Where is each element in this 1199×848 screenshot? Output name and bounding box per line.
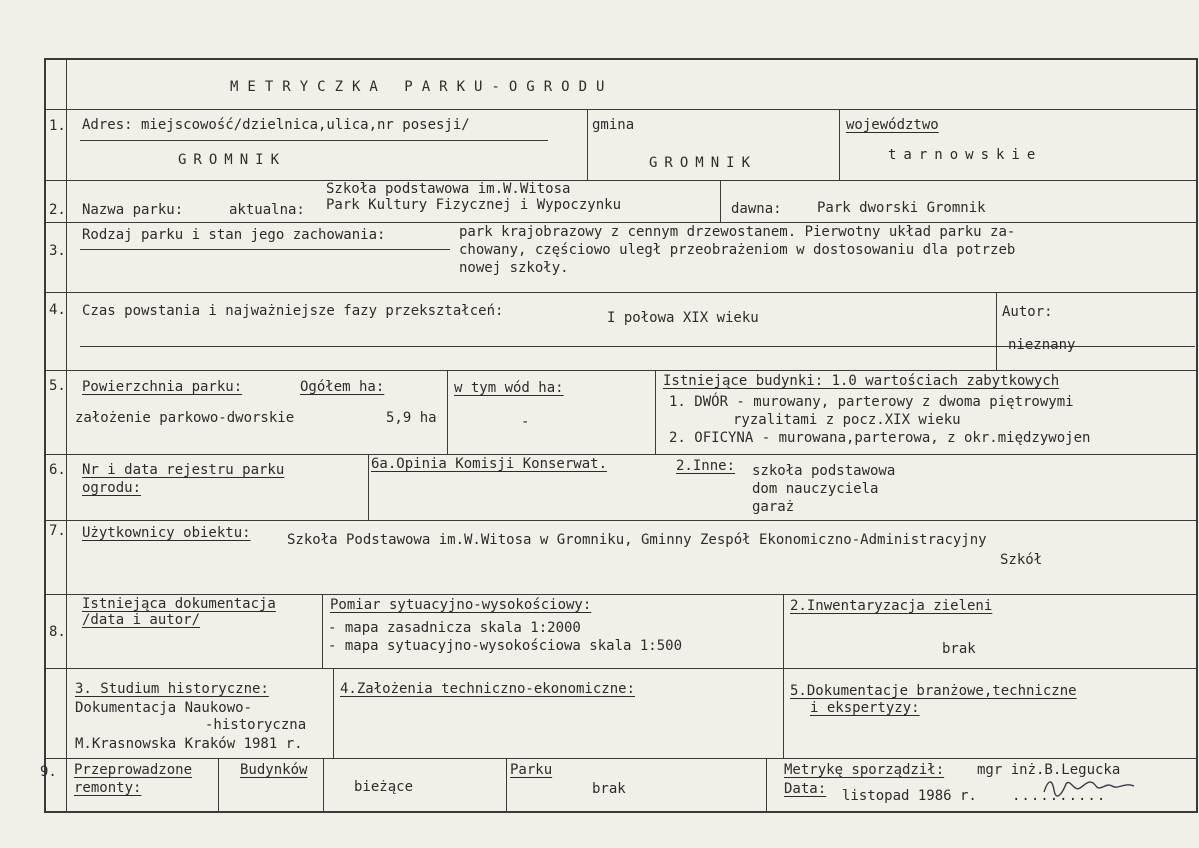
row-number-6: 6.	[49, 462, 66, 478]
vline-r2	[720, 180, 721, 222]
buildings-repairs-label: Budynków	[240, 762, 308, 778]
vline-r1-b	[839, 109, 840, 180]
divider-row5	[45, 370, 1198, 371]
row-number-5: 5.	[49, 378, 66, 394]
row-number-7: 7.	[49, 523, 66, 539]
repairs-label-line-1: Przeprowadzone	[74, 762, 193, 778]
current-name-line-1: Szkoła podstawowa im.W.Witosa	[326, 181, 571, 197]
vline-r8b-b	[783, 668, 784, 758]
buildings-label: Istniejące budynki: 1.0 wartościach zabytkowych	[663, 373, 1060, 389]
gmina-value: GROMNIK	[649, 155, 758, 171]
branch-docs-label-line-1: 5.Dokumentacje branżowe,techniczne	[790, 683, 1077, 699]
divider-row6	[45, 454, 1198, 455]
current-name-line-2: Park Kultury Fizycznej i Wypoczynku	[326, 197, 622, 213]
vline-r9-d	[766, 758, 767, 811]
building-1-line-1: 1. DWÓR - murowany, parterowy z dwoma piętrowymi	[669, 394, 1074, 410]
vline-r8-a	[322, 594, 323, 668]
signature-dots: ..........	[1012, 788, 1107, 804]
voivodeship-value: tarnowskie	[888, 147, 1043, 163]
former-name-value: Park dworski Gromnik	[817, 200, 986, 216]
historical-study-line-2: -historyczna	[205, 717, 307, 733]
area-value: 5,9 ha	[386, 410, 437, 426]
row-number-9: 9.	[40, 764, 57, 780]
vline-r9-b	[323, 758, 324, 811]
divider-row2	[45, 180, 1198, 181]
date-value: listopad 1986 r.	[842, 788, 977, 804]
page-title: METRYCZKA PARKU-OGRODU	[230, 79, 614, 95]
survey-label: Pomiar sytuacyjno-wysokościowy:	[330, 597, 592, 613]
vline-r8b-a	[333, 668, 334, 758]
vline-r9-c	[506, 758, 507, 811]
area-label: Powierzchnia parku:	[82, 379, 243, 395]
survey-item-1: - mapa zasadnicza skala 1:2000	[328, 620, 581, 636]
water-area-label: w tym wód ha:	[454, 380, 564, 396]
documentation-label-line-2: /data i autor/	[82, 612, 201, 628]
branch-docs-label-line-2: i ekspertyzy:	[810, 700, 920, 716]
vline-r6-a	[368, 454, 369, 520]
historical-study-line-3: M.Krasnowska Kraków 1981 r.	[75, 736, 303, 752]
number-column-line	[66, 58, 67, 813]
park-type-line-2: chowany, częściowo uległ przeobrażeniom w dostosowaniu dla potrzeb	[459, 242, 1016, 258]
other-item-2: dom nauczyciela	[752, 481, 879, 497]
date-label: Data:	[784, 781, 827, 797]
buildings-repairs-value: bieżące	[354, 779, 414, 795]
vline-r9-a	[218, 758, 219, 811]
prepared-by-label: Metrykę sporządził:	[784, 762, 945, 778]
commission-opinion-label: 6a.Opinia Komisji Konserwat.	[371, 456, 608, 472]
users-value-line-1: Szkoła Podstawowa im.W.Witosa w Gromniku, Gminny Zespół Ekonomiczno-Administracyjny	[287, 532, 987, 548]
border-top	[45, 58, 1198, 60]
register-label-line-2: ogrodu:	[82, 480, 142, 496]
park-type-line-1: park krajobrazowy z cennym drzewostanem. Pierwotny układ parku za-	[459, 224, 1016, 240]
address-label: Adres: miejscowość/dzielnica,ulica,nr posesji/	[82, 117, 470, 133]
repairs-label-line-2: remonty:	[74, 780, 142, 796]
greenery-inventory-value: brak	[942, 641, 976, 657]
divider-row3	[45, 222, 1198, 223]
vline-r1-a	[587, 109, 588, 180]
divider-row1	[45, 109, 1198, 110]
divider-row8	[45, 594, 1198, 595]
divider-row8b	[45, 668, 1198, 669]
building-1-line-2: ryzalitami z pocz.XIX wieku	[733, 412, 961, 428]
creation-time-value: I połowa XIX wieku	[607, 310, 759, 326]
divider-row4	[45, 292, 1198, 293]
park-type-line-3: nowej szkoły.	[459, 260, 569, 276]
users-value-line-2: Szkół	[1000, 552, 1043, 568]
border-bottom	[45, 811, 1198, 813]
author-label: Autor:	[1002, 304, 1053, 320]
row-number-4: 4.	[49, 302, 66, 318]
type-underline	[80, 249, 450, 250]
other-item-3: garaż	[752, 499, 795, 515]
gmina-label: gmina	[592, 117, 635, 133]
documentation-label-line-1: Istniejąca dokumentacja	[82, 596, 276, 612]
border-right	[1196, 58, 1198, 813]
register-label-line-1: Nr i data rejestru parku	[82, 462, 285, 478]
users-label: Użytkownicy obiektu:	[82, 525, 251, 541]
handwritten-signature	[1040, 774, 1140, 800]
park-repairs-label: Parku	[510, 762, 553, 778]
building-2: 2. OFICYNA - murowana,parterowa, z okr.międzywojen	[669, 430, 1091, 446]
vline-r5-a	[447, 370, 448, 454]
vline-r5-b	[655, 370, 656, 454]
former-name-label: dawna:	[731, 201, 782, 217]
park-name-label: Nazwa parku:	[82, 202, 184, 218]
area-total-label: Ogółem ha:	[300, 379, 385, 395]
vline-r8-b	[783, 594, 784, 668]
vline-r4	[996, 292, 997, 370]
address-value: GROMNIK	[178, 152, 287, 168]
historical-study-line-1: Dokumentacja Naukowo-	[75, 700, 253, 716]
row-number-1: 1.	[49, 118, 66, 134]
voivodeship-label: województwo	[846, 117, 939, 133]
prepared-by-value: mgr inż.B.Legucka	[977, 762, 1121, 778]
greenery-inventory-label: 2.Inwentaryzacja zieleni	[790, 598, 993, 614]
creation-time-label: Czas powstania i najważniejsze fazy przekształceń:	[82, 303, 504, 319]
survey-item-2: - mapa sytuacyjno-wysokościowa skala 1:500	[328, 638, 683, 654]
water-area-value: -	[521, 414, 530, 430]
row-number-8: 8.	[49, 624, 66, 640]
current-name-label: aktualna:	[229, 202, 305, 218]
other-label: 2.Inne:	[676, 458, 736, 474]
divider-row7	[45, 520, 1198, 521]
other-item-1: szkoła podstawowa	[752, 463, 896, 479]
technical-assumptions-label: 4.Założenia techniczno-ekonomiczne:	[340, 681, 636, 697]
historical-study-label: 3. Studium historyczne:	[75, 681, 269, 697]
border-left	[44, 58, 46, 813]
address-underline	[80, 140, 548, 141]
row-number-2: 2.	[49, 202, 66, 218]
area-description: założenie parkowo-dworskie	[75, 410, 295, 426]
park-repairs-value: brak	[592, 781, 626, 797]
row-number-3: 3.	[49, 243, 66, 259]
author-value: nieznany	[1008, 337, 1076, 353]
park-type-label: Rodzaj parku i stan jego zachowania:	[82, 227, 386, 243]
